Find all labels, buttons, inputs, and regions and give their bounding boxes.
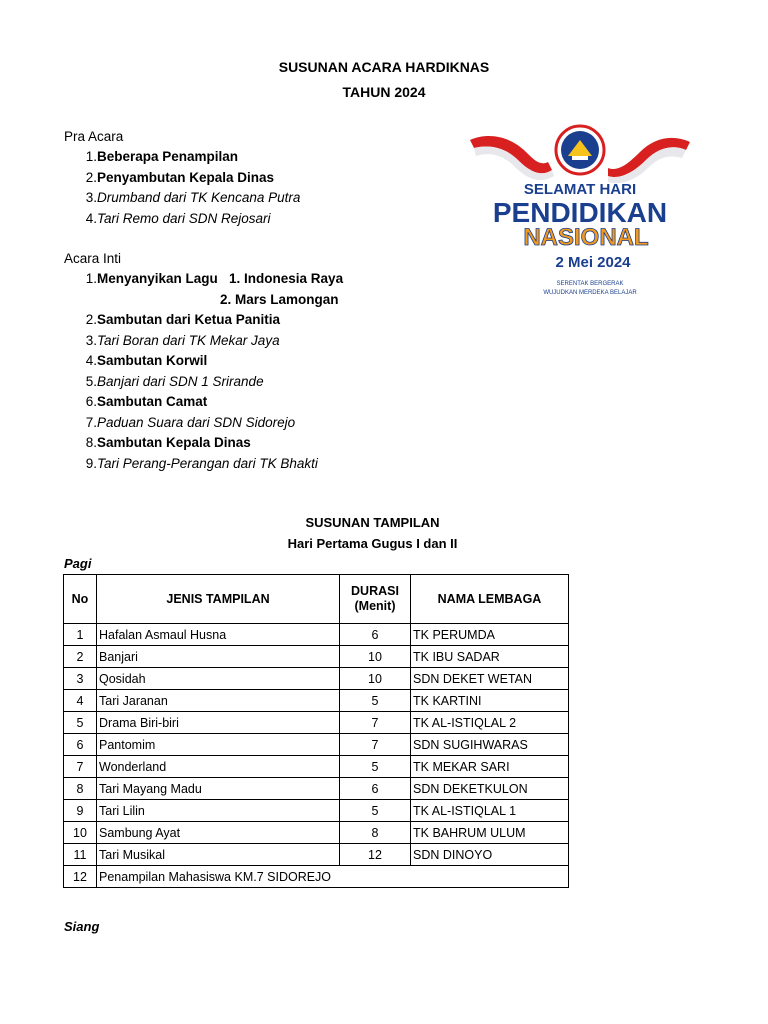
cell-no: 6 bbox=[64, 734, 97, 756]
cell-lembaga: SDN DEKET WETAN bbox=[411, 668, 569, 690]
cell-jenis: Hafalan Asmaul Husna bbox=[97, 624, 340, 646]
tampilan-title: SUSUNAN TAMPILAN bbox=[305, 515, 440, 530]
cell-durasi: 5 bbox=[340, 756, 411, 778]
cell-no: 1 bbox=[64, 624, 97, 646]
col-header-durasi-line2: (Menit) bbox=[354, 599, 396, 613]
tampilan-subtitle: Hari Pertama Gugus I dan II bbox=[287, 536, 458, 551]
cell-lembaga: TK BAHRUM ULUM bbox=[411, 822, 569, 844]
pra-acara-list bbox=[64, 147, 484, 229]
item-text: 2. Mars Lamongan bbox=[220, 291, 339, 307]
item-text: Sambutan dari Ketua Panitia bbox=[97, 312, 281, 327]
item-text: Banjari dari SDN 1 Srirande bbox=[97, 373, 264, 389]
cell-no: 2 bbox=[64, 646, 97, 668]
cell-jenis: Tari Lilin bbox=[97, 800, 340, 822]
logo-line1: SELAMAT HARI bbox=[523, 181, 637, 198]
list-item bbox=[64, 168, 484, 189]
table-row bbox=[64, 646, 569, 668]
table-row bbox=[64, 668, 569, 690]
logo-line2: PENDIDIKAN bbox=[492, 197, 668, 228]
cell-durasi: 5 bbox=[340, 690, 411, 712]
cell-jenis: Wonderland bbox=[97, 756, 340, 778]
item-text: Menyanyikan Lagu 1. Indonesia Raya bbox=[97, 271, 344, 286]
item-text: Sambutan Korwil bbox=[97, 353, 208, 368]
list-item bbox=[64, 188, 484, 209]
item-number: 9. bbox=[85, 455, 97, 471]
item-number: 1. bbox=[85, 149, 97, 164]
cell-durasi: 5 bbox=[340, 800, 411, 822]
cell-no: 12 bbox=[64, 866, 97, 888]
schedule-table bbox=[63, 574, 569, 888]
cell-lembaga: TK AL-ISTIQLAL 2 bbox=[411, 712, 569, 734]
item-number: 2. bbox=[85, 312, 97, 327]
cell-lembaga: SDN DEKETKULON bbox=[411, 778, 569, 800]
item-text: Sambutan Camat bbox=[97, 394, 208, 409]
item-text: Beberapa Penampilan bbox=[97, 149, 239, 164]
cell-durasi: 6 bbox=[340, 778, 411, 800]
item-number bbox=[64, 290, 97, 311]
cell-durasi: 10 bbox=[340, 668, 411, 690]
list-item bbox=[64, 433, 484, 454]
list-item bbox=[64, 331, 484, 352]
item-text: Tari Perang-Perangan dari TK Bhakti bbox=[97, 455, 318, 471]
cell-jenis: Pantomim bbox=[97, 734, 340, 756]
cell-durasi: 10 bbox=[340, 646, 411, 668]
cell-jenis: Tari Musikal bbox=[97, 844, 340, 866]
col-header-lembaga: NAMA LEMBAGA bbox=[411, 575, 569, 624]
list-item bbox=[64, 269, 484, 290]
item-number: 7. bbox=[85, 414, 97, 430]
col-header-durasi bbox=[340, 575, 411, 624]
cell-durasi: 7 bbox=[340, 734, 411, 756]
cell-jenis-merged: Penampilan Mahasiswa KM.7 SIDOREJO bbox=[97, 866, 569, 888]
table-row bbox=[64, 624, 569, 646]
table-row bbox=[64, 866, 569, 888]
cell-jenis: Tari Mayang Madu bbox=[97, 778, 340, 800]
acara-inti-list bbox=[64, 269, 484, 474]
list-item bbox=[64, 351, 484, 372]
table-header-row bbox=[64, 575, 569, 624]
siang-label: Siang bbox=[64, 919, 100, 934]
cell-lembaga: TK PERUMDA bbox=[411, 624, 569, 646]
logo-tagline1: SERENTAK BERGERAK bbox=[556, 281, 624, 287]
list-item bbox=[64, 454, 484, 475]
cell-durasi: 12 bbox=[340, 844, 411, 866]
item-text: Paduan Suara dari SDN Sidorejo bbox=[97, 414, 296, 430]
item-number: 1. bbox=[85, 271, 97, 286]
col-header-durasi-line1: DURASI bbox=[351, 584, 399, 598]
logo-tagline2: WUJUDKAN MERDEKA BELAJAR bbox=[543, 290, 637, 296]
document-year: TAHUN 2024 bbox=[342, 84, 426, 100]
logo-date: 2 Mei 2024 bbox=[555, 254, 631, 271]
item-number: 4. bbox=[85, 210, 97, 226]
item-number: 2. bbox=[85, 169, 97, 185]
list-item bbox=[64, 392, 484, 413]
list-item bbox=[64, 209, 484, 230]
list-item bbox=[64, 147, 484, 168]
cell-durasi: 6 bbox=[340, 624, 411, 646]
logo-line3: NASIONAL bbox=[523, 224, 649, 251]
emblem-base-icon bbox=[572, 156, 588, 160]
table-row bbox=[64, 800, 569, 822]
list-item bbox=[64, 413, 484, 434]
item-number: 3. bbox=[85, 190, 97, 205]
cell-lembaga: TK MEKAR SARI bbox=[411, 756, 569, 778]
pagi-label: Pagi bbox=[64, 556, 92, 571]
pra-acara-heading: Pra Acara bbox=[64, 129, 124, 144]
cell-no: 5 bbox=[64, 712, 97, 734]
cell-jenis: Qosidah bbox=[97, 668, 340, 690]
cell-durasi: 7 bbox=[340, 712, 411, 734]
cell-jenis: Banjari bbox=[97, 646, 340, 668]
table-row bbox=[64, 734, 569, 756]
cell-no: 3 bbox=[64, 668, 97, 690]
cell-lembaga: SDN SUGIHWARAS bbox=[411, 734, 569, 756]
list-item bbox=[64, 310, 484, 331]
table-row bbox=[64, 756, 569, 778]
table-row bbox=[64, 844, 569, 866]
item-number: 4. bbox=[85, 353, 97, 368]
item-text: Tari Remo dari SDN Rejosari bbox=[97, 210, 271, 226]
col-header-jenis: JENIS TAMPILAN bbox=[97, 575, 340, 624]
item-number: 5. bbox=[85, 373, 97, 389]
table-row bbox=[64, 712, 569, 734]
cell-no: 4 bbox=[64, 690, 97, 712]
item-text: Tari Boran dari TK Mekar Jaya bbox=[97, 332, 280, 348]
item-number: 6. bbox=[85, 394, 97, 409]
cell-jenis: Drama Biri-biri bbox=[97, 712, 340, 734]
cell-jenis: Tari Jaranan bbox=[97, 690, 340, 712]
table-row bbox=[64, 822, 569, 844]
item-text: Penyambutan Kepala Dinas bbox=[97, 169, 275, 185]
list-item bbox=[64, 290, 484, 311]
hardiknas-logo bbox=[468, 118, 693, 300]
cell-lembaga: TK AL-ISTIQLAL 1 bbox=[411, 800, 569, 822]
col-header-no: No bbox=[64, 575, 97, 624]
cell-no: 9 bbox=[64, 800, 97, 822]
cell-lembaga: SDN DINOYO bbox=[411, 844, 569, 866]
table-row bbox=[64, 690, 569, 712]
cell-durasi: 8 bbox=[340, 822, 411, 844]
cell-lembaga: TK KARTINI bbox=[411, 690, 569, 712]
cell-no: 8 bbox=[64, 778, 97, 800]
item-number: 3. bbox=[85, 332, 97, 348]
item-text: Sambutan Kepala Dinas bbox=[97, 435, 251, 450]
document-title: SUSUNAN ACARA HARDIKNAS bbox=[278, 59, 490, 75]
acara-inti-heading: Acara Inti bbox=[64, 251, 122, 266]
item-number: 8. bbox=[85, 435, 97, 450]
cell-no: 7 bbox=[64, 756, 97, 778]
cell-no: 11 bbox=[64, 844, 97, 866]
cell-no: 10 bbox=[64, 822, 97, 844]
list-item bbox=[64, 372, 484, 393]
item-text: Drumband dari TK Kencana Putra bbox=[97, 190, 301, 205]
cell-jenis: Sambung Ayat bbox=[97, 822, 340, 844]
table-row bbox=[64, 778, 569, 800]
cell-lembaga: TK IBU SADAR bbox=[411, 646, 569, 668]
